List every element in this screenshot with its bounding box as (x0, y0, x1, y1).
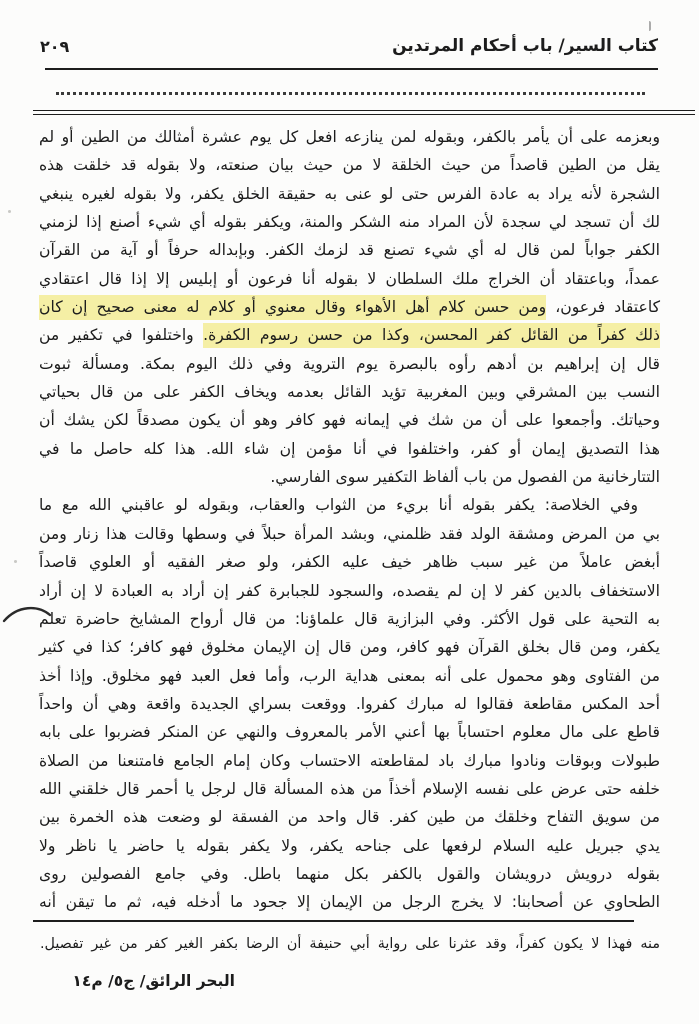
header-rule (45, 68, 658, 70)
body-line: الطحاوي عن أصحابنا: لا يخرج الرجل من الإيمان إلا جحود ما أدخله فيه، ثم ما تيقن أنه (39, 893, 660, 912)
body-line: لك أن تسجد لي سجدة لأن المراد منه الشكر والمنة، ويكفر بقوله أي شيء أصنع إذا لزمني (39, 213, 660, 232)
page-number: ٢٠٩ (40, 37, 70, 56)
scan-speck (8, 210, 11, 213)
highlighted-text: ذلك كفراً من القائل كفر المحسن، وكذا من حسن رسوم الكفرة. (203, 323, 660, 348)
body-line: عمداً، وباعتقاد أن الخراج ملك السلطان لا بقوله أنا فرعون أو إبليس إلا إذا قال اعتقادي (39, 269, 660, 288)
book-volume-footer: البحر الرائق/ ج٥/ م١٤ (72, 972, 235, 990)
body-line: النسب بين المشرقي وبين المغربية تؤيد القائل بعدمه ويخاف الكفر على من قال بحياتي (39, 383, 660, 402)
body-line: من الفتاوى وهو محمول على أنه بمعنى هداية الرب، وأما فعل العبد فهو مخلوق. وإذا أخذ (39, 666, 660, 685)
body-line: هذا التصديق إيمان أو كفر، واختلفوا في أنا مؤمن إن شاء الله. هذا كله حاصل ما في (39, 439, 660, 458)
body-text: كاعتقاد فرعون، (546, 298, 660, 317)
double-rule (33, 110, 695, 115)
footnote-separator (33, 920, 634, 922)
body-line: وبعزمه على أن يأمر بالكفر، وبقوله لمن ينازعه افعل كل يوم عشرة أمثالك من الطين أو لم (39, 128, 660, 146)
body-line-paragraph-start: وفي الخلاصة: يكفر بقوله أنا بريء من الثواب والعقاب، وبقوله لو عاقبني الله مع ما (39, 496, 638, 515)
chapter-title: كتاب السير/ باب أحكام المرتدين (392, 36, 658, 56)
body-line: يدي جبريل عليه السلام لرفعها على جناحه يكفر، ولا يكفر بقوله يا حاضر يا ناظر ولا (39, 836, 660, 855)
ink-speck-mark (645, 21, 651, 31)
body-line: خلفه حتى عرض على نفسه الإسلام أخذاً من هذه المسألة قال لرجل يا أحمر قال خلقني الله (39, 779, 660, 798)
body-text: واختلفوا في تكفير من (39, 326, 204, 345)
body-line: الشجرة لأنه يراد به عادة الفرس حتى لو عنى به حقيقة الخلق يكفر، ولا بقوله لغيره ينبغي (39, 184, 660, 203)
body-line: من سويق التفاح وخلقك من طين كفر. قال واحد من الفسقة لو وضعت هذه الخمرة بين (39, 808, 660, 827)
body-line (39, 321, 660, 349)
body-line-paragraph-end: التتارخانية من الفصول من باب ألفاظ التكفير سوى الفارسي. (270, 468, 660, 487)
body-line: الكفر جواباً لمن قال له أي شيء تصنع قد لزمك الكفر. وبإبداله حرفاً أو آية من القرآن (39, 241, 660, 260)
body-line: طبولات وبوقات ونادوا مبارك باد لمقاطعته الاحتساب وكان إمام الجامع فامتنعنا من الصلاة (39, 751, 660, 770)
footnote-text: منه فهذا لا يكون كفراً، وقد عثرنا على رواية أبي حنيفة أن الرضا بكفر الغير كفر من غير تفصيل. (40, 936, 660, 952)
body-line: وحياتك. وأجمعوا على أن من شك في إيمانه فهو كافر وهو أن يكون مصدقاً لكن يشك أن (39, 411, 660, 430)
body-line: بقوله درويش درويشان والقول بالكفر بكل منهما باطل. وفي جامع الفصولين روى (39, 864, 660, 883)
scan-speck (14, 560, 17, 563)
body-line: يكفر، ومن قال بخلق القرآن فهو كافر، ومن قال إن الإيمان مخلوق فهو كافر؛ كذا في كثير (39, 638, 660, 657)
body-line: به التحية على قول الأكثر. وفي البزازية قال علماؤنا: من قال أرواح المشايخ حاضرة تعلم (39, 609, 660, 628)
body-line: بي من المرض ومشقة الولد فقد ظلمني، وبشد المرأة حبلاً في وسطها وقالت هذا زنار ومن (39, 524, 660, 543)
body-line (39, 293, 660, 321)
body-line: يقل من الطين قاصداً من حيث الخلقة لا من حيث بيان صنعته، ولا بقوله قد خلقت هذه (39, 156, 660, 175)
dotted-separator (56, 92, 645, 95)
body-text-block (39, 123, 660, 917)
body-line: قال إن إبراهيم بن أدهم رأوه بالبصرة يوم التروية وفي ذلك اليوم بمكة. ومسألة ثبوت (39, 354, 660, 373)
handwritten-margin-mark (0, 601, 52, 627)
highlighted-text: ومن حسن كلام أهل الأهواء وقال معنوي أو كلام له معنى صحيح إن كان (39, 295, 546, 320)
body-line: أبغض عاملاً من غير سبب ظاهر خيف عليه الكفر، ولو صغر الفقيه أو العلوي قاصداً (39, 553, 660, 572)
body-line: أحد المكس مقاطعة فقالوا له مبارك كفروا. ووقعت بسراي الجديدة واقعة وهي أن واحداً (39, 694, 660, 713)
body-line: الاستخفاف بالدين كفر لا إن لم يقصده، والسجود للجبابرة كفر إن أراد به العبادة لا إن أراد (39, 581, 660, 600)
body-line: قاطع على مال معلوم احتساباً بها أعني الأمر بالمعروف والنهي عن المنكر فضربوا على بابه (39, 723, 660, 742)
page-header (40, 36, 658, 56)
